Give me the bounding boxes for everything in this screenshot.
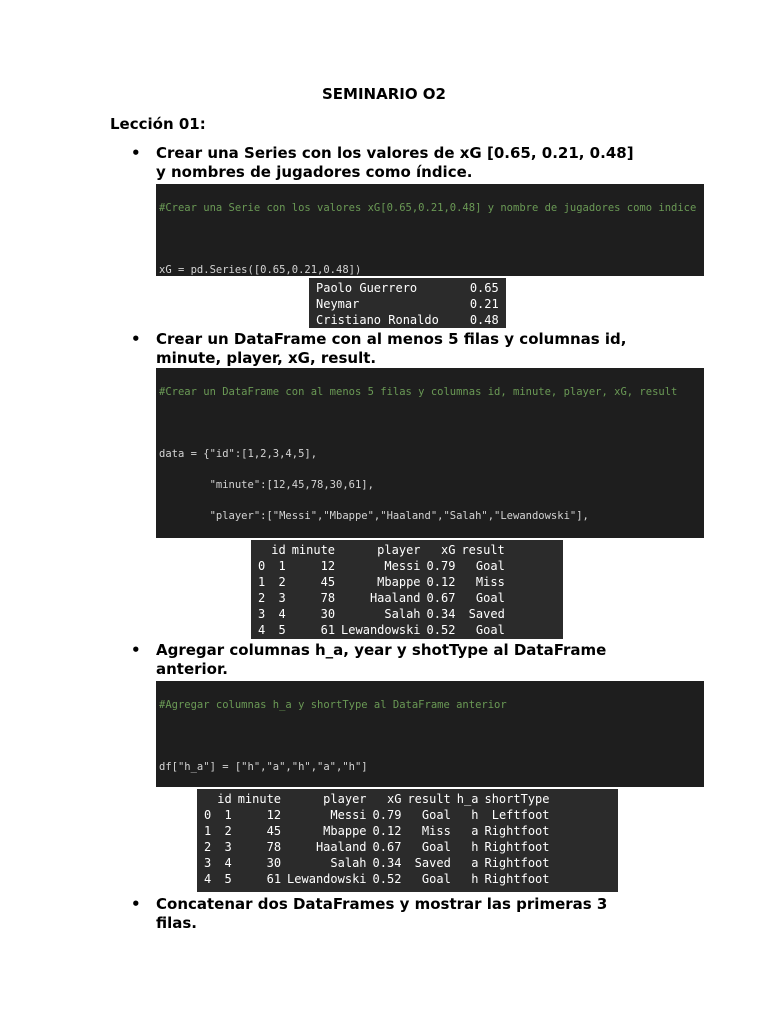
bullet-1: •	[131, 144, 141, 162]
table-cell: 45	[266, 824, 282, 838]
table-cell: 0.52	[426, 623, 456, 637]
code-line: data = {"id":[1,2,3,4,5],	[159, 447, 318, 460]
table-cell: Rightfoot	[484, 840, 550, 854]
table-cell: Messi	[384, 559, 421, 573]
table-cell: 1	[258, 575, 266, 589]
table-cell: 61	[320, 623, 336, 637]
series-label: Paolo Guerrero	[316, 281, 418, 295]
header-cell: xG	[386, 792, 402, 806]
item-3-line-2: anterior.	[156, 660, 228, 678]
table-cell: 0.79	[426, 559, 456, 573]
table-cell: 0.12	[426, 575, 456, 589]
series-value: 0.48	[469, 313, 499, 327]
table-cell: 2	[278, 575, 286, 589]
item-3-line-1: Agregar columnas h_a, year y shotType al DataFrame	[156, 641, 607, 659]
table-cell: h	[471, 840, 479, 854]
table-cell: 0.52	[372, 872, 402, 886]
table-row	[255, 558, 508, 574]
table-cell: 45	[320, 575, 336, 589]
table-cell: 0	[258, 559, 266, 573]
table-cell: Miss	[421, 824, 451, 838]
table-cell: 78	[320, 591, 336, 605]
table-cell: Goal	[475, 559, 505, 573]
table-cell: Rightfoot	[484, 824, 550, 838]
table-cell: Haaland	[369, 591, 421, 605]
table-cell: Mbappe	[377, 575, 421, 589]
code-line: "player":["Messi","Mbappe","Haaland","Salah","Lewandowski"],	[159, 509, 589, 522]
table-cell: 12	[266, 808, 282, 822]
table-row	[255, 590, 508, 606]
header-cell	[255, 542, 268, 558]
table-row	[201, 871, 553, 887]
series-row	[313, 296, 502, 312]
header-cell: result	[461, 543, 505, 557]
table-cell: 30	[320, 607, 336, 621]
table-cell: h	[471, 808, 479, 822]
table-cell: a	[471, 856, 479, 870]
table-cell: 4	[204, 872, 212, 886]
table-header-row	[255, 542, 508, 558]
code-comment: #Agregar columnas h_a y shortType al DataFrame anterior	[159, 698, 507, 711]
table-cell: Messi	[330, 808, 367, 822]
code-comment: #Crear una Serie con los valores xG[0.65,0.21,0.48] y nombre de jugadores como indice	[159, 201, 697, 214]
table-cell: 3	[204, 856, 212, 870]
bullet-3: •	[131, 641, 141, 659]
code-block-1	[156, 184, 704, 276]
item-2-line-2: minute, player, xG, result.	[156, 349, 377, 367]
table-row	[201, 823, 553, 839]
table-row	[255, 574, 508, 590]
code-blank	[159, 232, 701, 248]
table-cell: 78	[266, 840, 282, 854]
dataframe-table-2	[201, 791, 553, 887]
code-line: xG = pd.Series([0.65,0.21,0.48])	[159, 263, 362, 276]
table-cell: 4	[278, 607, 286, 621]
table-row	[255, 622, 508, 638]
code-blank	[159, 416, 701, 432]
table-cell: Goal	[421, 808, 451, 822]
item-1-text	[156, 144, 656, 182]
code-comment: #Crear un DataFrame con al menos 5 filas y columnas id, minute, player, xG, result	[159, 385, 678, 398]
header-cell	[201, 791, 214, 807]
item-1-line-2: y nombres de jugadores como índice.	[156, 163, 473, 181]
table-cell: 0	[204, 808, 212, 822]
item-2-line-1: Crear un DataFrame con al menos 5 filas y columnas id,	[156, 330, 627, 348]
header-cell: xG	[440, 543, 456, 557]
table-cell: 30	[266, 856, 282, 870]
table-cell: a	[471, 824, 479, 838]
item-4-line-2: filas.	[156, 914, 198, 932]
series-table	[313, 280, 502, 328]
header-cell: minute	[237, 792, 282, 806]
table-cell: 2	[258, 591, 266, 605]
table-cell: 1	[278, 559, 286, 573]
dataframe-table-1	[255, 542, 508, 638]
header-cell: player	[323, 792, 367, 806]
table-cell: Miss	[475, 575, 505, 589]
code-line: "minute":[12,45,78,30,61],	[159, 478, 374, 491]
table-cell: 2	[224, 824, 232, 838]
code-block-3	[156, 681, 704, 787]
table-row	[255, 606, 508, 622]
table-cell: Haaland	[315, 840, 367, 854]
table-cell: Goal	[421, 872, 451, 886]
table-cell: Mbappe	[323, 824, 367, 838]
item-1-line-1: Crear una Series con los valores de xG [0.65, 0.21, 0.48]	[156, 144, 634, 162]
table-cell: 0.34	[372, 856, 402, 870]
table-cell: 0.12	[372, 824, 402, 838]
table-cell: 1	[224, 808, 232, 822]
header-cell: minute	[291, 543, 336, 557]
table-cell: 61	[266, 872, 282, 886]
header-cell: h_a	[456, 792, 479, 806]
table-cell: 5	[224, 872, 232, 886]
header-cell: player	[377, 543, 421, 557]
table-cell: Rightfoot	[484, 872, 550, 886]
page-title: SEMINARIO O2	[321, 85, 446, 103]
item-4-text	[156, 895, 656, 933]
table-cell: 3	[278, 591, 286, 605]
table-cell: 0.79	[372, 808, 402, 822]
series-value: 0.65	[469, 281, 499, 295]
table-cell: 3	[224, 840, 232, 854]
series-value: 0.21	[469, 297, 499, 311]
table-cell: 4	[224, 856, 232, 870]
table-cell: Leftfoot	[491, 808, 550, 822]
table-cell: Lewandowski	[287, 872, 367, 886]
series-row	[313, 312, 502, 328]
table-header-row	[201, 791, 553, 807]
lesson-heading: Lección 01:	[110, 115, 206, 133]
bullet-2: •	[131, 330, 141, 348]
bullet-4: •	[131, 895, 141, 913]
table-cell: Goal	[475, 591, 505, 605]
table-cell: h	[471, 872, 479, 886]
item-3-text	[156, 641, 656, 679]
series-output	[309, 278, 506, 328]
table-row	[201, 839, 553, 855]
table-cell: 3	[258, 607, 266, 621]
header-cell: result	[407, 792, 451, 806]
code-block-2	[156, 368, 704, 538]
header-cell: shortType	[484, 792, 550, 806]
series-label: Cristiano Ronaldo	[316, 313, 439, 327]
table-cell: Salah	[384, 607, 421, 621]
table-cell: 2	[204, 840, 212, 854]
series-label: Neymar	[316, 297, 360, 311]
table-cell: Salah	[330, 856, 367, 870]
table-cell: 0.67	[426, 591, 456, 605]
header-cell: id	[271, 543, 286, 557]
header-cell: id	[217, 792, 232, 806]
table-row	[201, 807, 553, 823]
table-cell: 12	[320, 559, 336, 573]
table-cell: Saved	[468, 607, 505, 621]
table-cell: 0.67	[372, 840, 402, 854]
dataframe-output-2	[197, 789, 618, 892]
table-cell: 5	[278, 623, 286, 637]
code-blank	[159, 729, 701, 745]
table-cell: Lewandowski	[341, 623, 421, 637]
code-line: df["h_a"] = ["h","a","h","a","h"]	[159, 760, 368, 773]
item-2-text	[156, 330, 656, 368]
table-row	[201, 855, 553, 871]
table-cell: Rightfoot	[484, 856, 550, 870]
dataframe-output-1	[251, 540, 563, 639]
table-cell: 1	[204, 824, 212, 838]
table-cell: Goal	[421, 840, 451, 854]
series-row	[313, 280, 502, 296]
table-cell: Saved	[414, 856, 451, 870]
item-4-line-1: Concatenar dos DataFrames y mostrar las primeras 3	[156, 895, 608, 913]
table-cell: 0.34	[426, 607, 456, 621]
table-cell: 4	[258, 623, 266, 637]
table-cell: Goal	[475, 623, 505, 637]
